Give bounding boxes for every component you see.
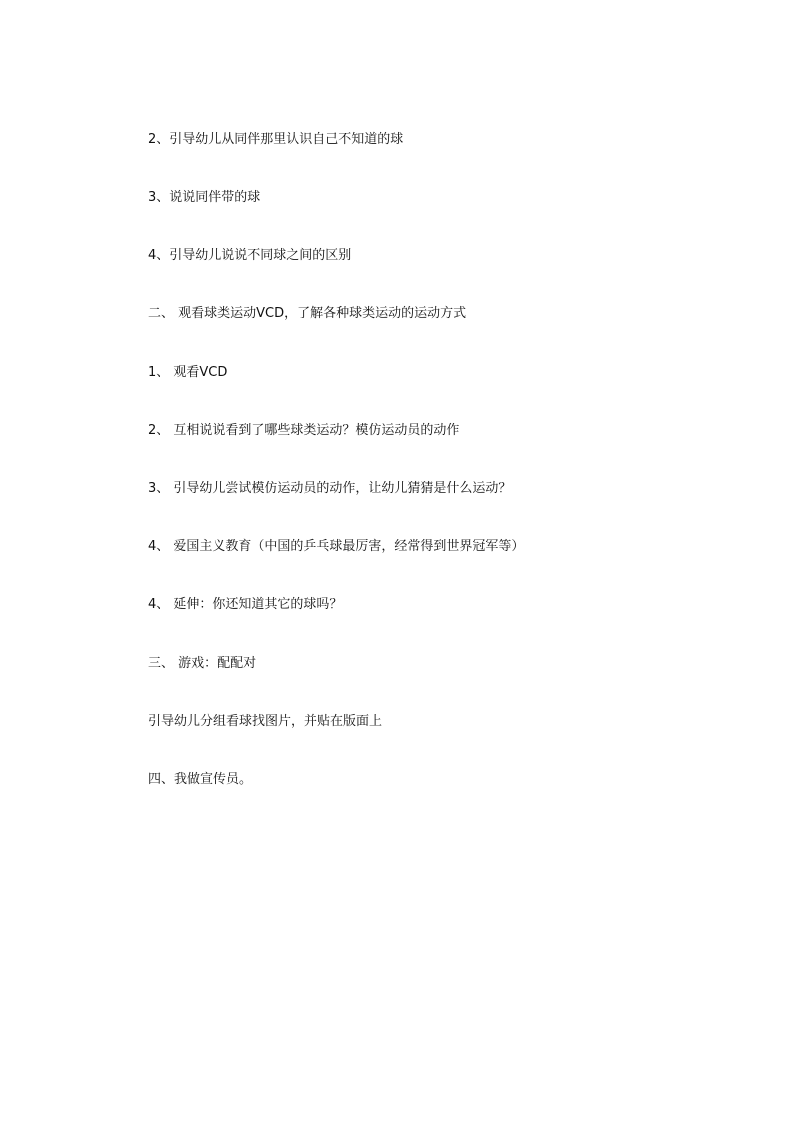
section-2-heading: 二、 观看球类运动VCD，了解各种球类运动的运动方式 bbox=[148, 306, 467, 321]
section-4-heading: 四、我做宣传员。 bbox=[148, 772, 253, 787]
section-2-item-3: 3、 引导幼儿尝试模仿运动员的动作，让幼儿猜猜是什么运动？ bbox=[148, 481, 512, 496]
section-2-item-4: 4、 爱国主义教育（中国的乒乓球最厉害，经常得到世界冠军等） bbox=[148, 539, 525, 554]
section-3-body: 引导幼儿分组看球找图片，并贴在版面上 bbox=[148, 714, 383, 729]
step-4-differences: 4、引导幼儿说说不同球之间的区别 bbox=[148, 248, 352, 263]
step-3-talk-about-balls: 3、说说同伴带的球 bbox=[148, 190, 261, 205]
section-2-item-2: 2、 互相说说看到了哪些球类运动？模仿运动员的动作 bbox=[148, 423, 460, 438]
section-3-heading: 三、 游戏：配配对 bbox=[148, 656, 257, 671]
section-2-item-extension: 4、 延伸：你还知道其它的球吗？ bbox=[148, 597, 343, 612]
section-2-item-1: 1、 观看VCD bbox=[148, 365, 228, 380]
step-2-recognize-balls: 2、引导幼儿从同伴那里认识自己不知道的球 bbox=[148, 132, 404, 147]
